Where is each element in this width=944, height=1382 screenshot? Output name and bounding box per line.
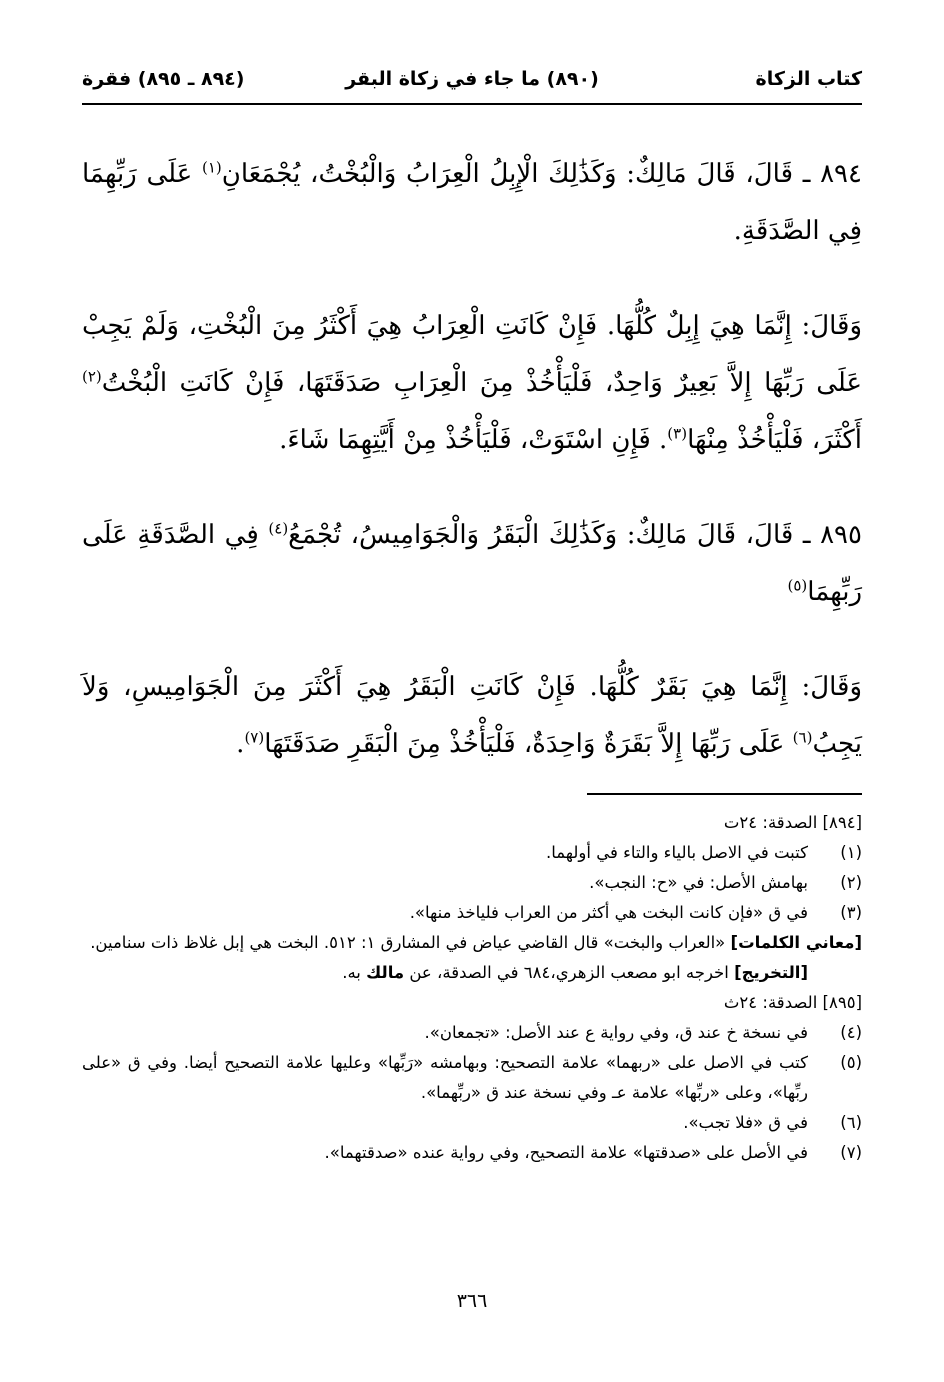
paragraph-894: ٨٩٤ ـ قَالَ، قَالَ مَالِكٌ: وَكَذَٰلِكَ الْإِبِلُ الْعِرَابُ وَالْبُخْتُ، يُجْمَعَانِ$^{(١)}$ عَلَى رَبِّهِمَا فِي الصَّدَقَةِ.	[82, 158, 862, 246]
footnote-divider	[587, 793, 862, 795]
footnote-2: (٢) بهامش الأصل: في «ح: النجب».	[589, 873, 862, 892]
source-reference: [٨٩٥] الصدقة: ٢٤ث	[723, 993, 862, 1012]
footnotes	[82, 808, 862, 1168]
footnote-3: (٣) في ق «فإن كانت البخت هي أكثر من العراب فلياخذ منها».	[409, 903, 862, 922]
footnote-ref: (٤)	[268, 519, 289, 538]
footnote-1: (١) كتبت في الاصل بالياء والتاء في أولهما.	[545, 843, 862, 862]
header-paragraph-range: (٨٩٤ ـ ٨٩٥) فقرة	[82, 68, 245, 90]
footnote-ref: (٦)	[792, 728, 813, 747]
paragraph-895-continued: وَقَالَ: إِنَّمَا هِيَ بَقَرٌ كُلُّهَا. فَإِنْ كَانَتِ الْبَقَرُ هِيَ أَكْثَرَ مِنَ الْجَوَامِيسِ، وَلاَ يَجِبُ$^{(٦)}$ عَلَى رَبِّهَا إِلاَّ بَقَرَةٌ وَاحِدَةٌ، فَلْيَأْخُذْ مِنَ الْبَقَرِ صَدَقَتَهَا$^{(٧)}$.	[82, 672, 862, 759]
footnote-7: (٧) في الأصل على «صدقتها» علامة التصحيح، وفي رواية عنده «صدقتهما».	[324, 1143, 862, 1162]
footnote-ref: (٧)	[244, 728, 265, 747]
page-number: ٣٦٦	[456, 1290, 488, 1312]
footnote-ref: (٥)	[787, 576, 808, 595]
word-meanings-note: [معاني الكلمات] «العراب والبخت» قال القاضي عياض في المشارق ١: ٥١٢. البخت هي إبل غلاظ ذات سنامين.	[90, 933, 862, 952]
header-book-title: كتاب الزكاة	[755, 68, 862, 90]
takhrij-note: [التخريج] اخرجه ابو مصعب الزهري،٦٨٤ في الصدقة، عن مالك به.	[342, 963, 808, 982]
header-chapter-title: (٨٩٠) ما جاء في زكاة البقر	[345, 68, 599, 90]
paragraph-895: ٨٩٥ ـ قَالَ، قَالَ مَالِكٌ: وَكَذَٰلِكَ الْبَقَرُ وَالْجَوَامِيسُ، تُجْمَعُ$^{(٤)}$ فِي الصَّدَقَةِ عَلَى رَبِّهِمَا$^{(٥)}$	[82, 519, 862, 607]
main-text	[82, 146, 862, 773]
footnote-ref: (٢)	[82, 367, 102, 386]
footnote-4: (٤) في نسخة خ عند ق، وفي رواية ع عند الأصل: «تجمعان».	[424, 1023, 862, 1042]
running-header	[82, 64, 862, 102]
footnote-ref: (١)	[201, 158, 222, 177]
footnote-5: (٥) كتب في الاصل على «ربهما» علامة التصحيح: وبهامشه «رَبِّها» وعليها علامة التصحيح أيضا. وفي ق «على ربِّها»، وعلى «ربِّها» علامة عـ وفي نسخة عند ق «ربِّهما».	[82, 1053, 862, 1102]
footnote-6: (٦) في ق «فلا تجب».	[683, 1113, 862, 1132]
header-divider	[82, 103, 862, 105]
paragraph-894-continued: وَقَالَ: إِنَّمَا هِيَ إِبِلٌ كُلُّهَا. فَإِنْ كَانَتِ الْعِرَابُ هِيَ أَكْثَرُ مِنَ الْبُخْتِ، وَلَمْ يَجِبْ عَلَى رَبِّهَا إِلاَّ بَعِيرٌ وَاحِدٌ، فَلْيَأْخُذْ مِنَ الْعِرَابِ صَدَقَتَهَا، فَإِنْ كَانَتِ الْبُخْتُ$^{(٢)}$ أَكْثَرَ، فَلْيَأْخُذْ مِنْهَا$^{(٣)}$. فَإِنِ اسْتَوَتْ، فَلْيَأْخُذْ مِنْ أَيَّتِهِمَا شَاءَ.	[82, 311, 862, 455]
footnote-group-894	[82, 808, 862, 988]
source-reference: [٨٩٤] الصدقة: ٢٤ت	[723, 813, 862, 832]
footnote-ref: (٣)	[667, 424, 688, 443]
footnote-group-895	[82, 988, 862, 1168]
